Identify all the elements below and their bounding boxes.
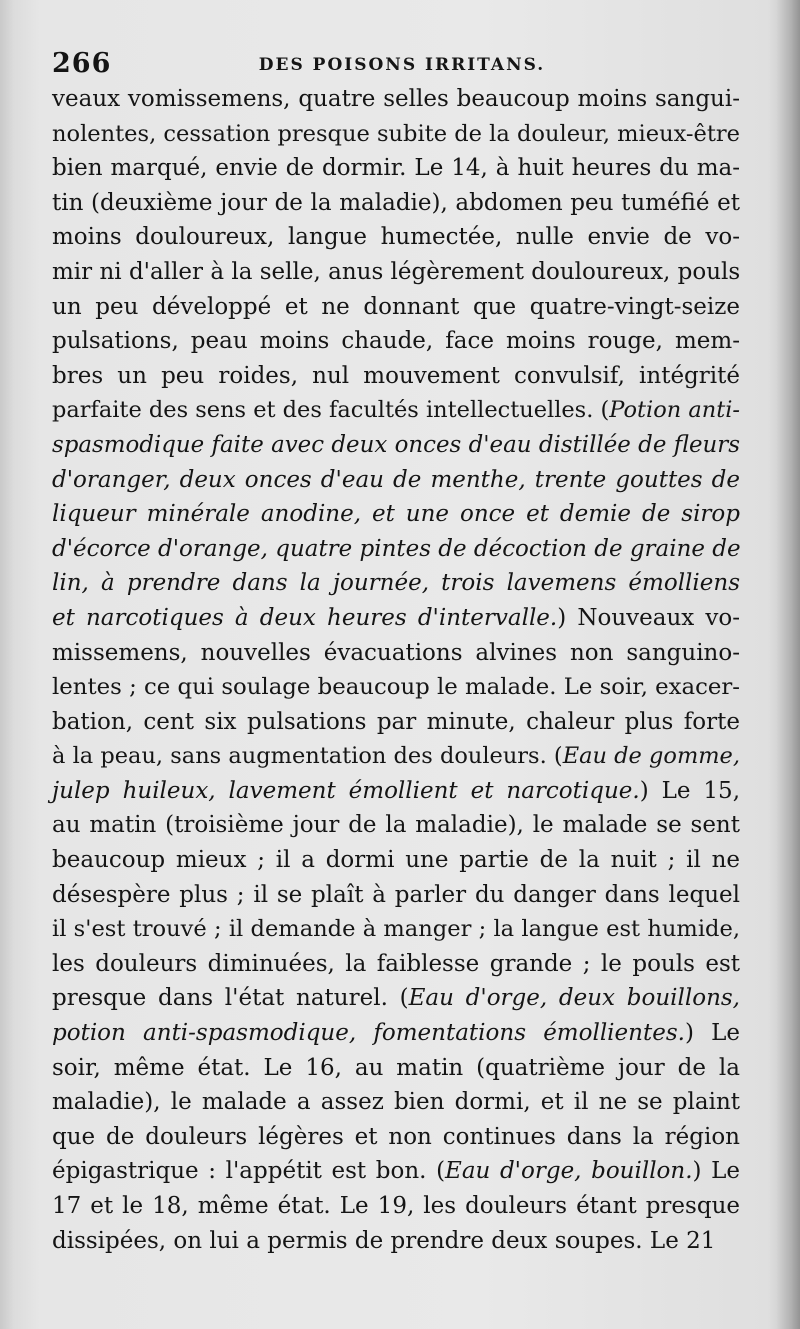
text-run: missemens, nouvelles évacuations alvines non sanguino- bbox=[52, 639, 740, 666]
text-run: presque dans l'état naturel. ( bbox=[52, 985, 409, 1012]
italic-text-run: spasmodique faite avec deux onces d'eau distillée de fleurs bbox=[52, 431, 740, 458]
text-line bbox=[52, 1189, 740, 1224]
text-run: ) Nouveaux vo- bbox=[557, 604, 740, 631]
text-line bbox=[52, 82, 740, 117]
text-line bbox=[52, 428, 740, 463]
running-head: DES POISONS IRRITANS. bbox=[258, 55, 546, 75]
text-run: nolentes, cessation presque subite de la douleur, mieux-être bbox=[52, 120, 740, 147]
text-run: ) Le 15, bbox=[639, 777, 740, 804]
text-line bbox=[52, 705, 740, 740]
text-line bbox=[52, 1085, 740, 1120]
italic-text-run: liqueur minérale anodine, et une once et demie de sirop bbox=[52, 501, 740, 528]
text-run: pulsations, peau moins chaude, face moins rouge, mem- bbox=[52, 328, 740, 355]
text-line bbox=[52, 601, 740, 636]
italic-text-run: lin, à prendre dans la journée, trois lavemens émolliens bbox=[52, 570, 740, 597]
text-run: un peu développé et ne donnant que quatre-vingt-seize bbox=[52, 293, 740, 320]
text-line bbox=[52, 808, 740, 843]
text-run: désespère plus ; il se plaît à parler du danger dans lequel bbox=[52, 881, 740, 908]
page-number: 266 bbox=[52, 48, 112, 79]
text-run: au matin (troisième jour de la maladie), le malade se sent bbox=[52, 812, 740, 839]
text-line bbox=[52, 774, 740, 809]
text-line bbox=[52, 1224, 740, 1259]
page-gutter-shadow bbox=[776, 0, 800, 1329]
text-line bbox=[52, 670, 740, 705]
italic-text-run: et narcotiques à deux heures d'intervalle. bbox=[52, 604, 558, 631]
text-line bbox=[52, 947, 740, 982]
text-run: dissipées, on lui a permis de prendre deux soupes. Le 21 bbox=[52, 1227, 716, 1254]
italic-text-run: Eau d'orge, bouillon. bbox=[445, 1158, 693, 1185]
text-line bbox=[52, 117, 740, 152]
italic-text-run: julep huileux, lavement émollient et narcotique. bbox=[52, 777, 640, 804]
text-run: mir ni d'aller à la selle, anus légèrement douloureux, pouls bbox=[52, 258, 741, 285]
text-run: ) Le bbox=[684, 1020, 741, 1047]
text-run: épigastrique : l'appétit est bon. ( bbox=[52, 1158, 446, 1185]
text-line bbox=[52, 636, 740, 671]
text-line bbox=[52, 497, 740, 532]
text-run: bien marqué, envie de dormir. Le 14, à huit heures du ma- bbox=[52, 155, 740, 182]
text-line bbox=[52, 843, 740, 878]
text-line bbox=[52, 186, 740, 221]
page-header bbox=[52, 48, 752, 84]
text-run: 17 et le 18, même état. Le 19, les douleurs étant presque bbox=[52, 1193, 740, 1219]
text-run: il s'est trouvé ; il demande à manger ; la langue est humide, bbox=[52, 916, 740, 943]
text-run: veaux vomissemens, quatre selles beaucoup moins sangui- bbox=[52, 86, 740, 112]
text-run: tin (deuxième jour de la maladie), abdomen peu tuméfié et bbox=[52, 189, 740, 216]
text-run: maladie), le malade a assez bien dormi, et il ne se plaint bbox=[52, 1089, 740, 1116]
text-line bbox=[52, 1016, 740, 1051]
italic-text-run: d'oranger, deux onces d'eau de menthe, trente gouttes de bbox=[52, 466, 740, 493]
text-run: les douleurs diminuées, la faiblesse grande ; le pouls est bbox=[52, 950, 740, 977]
text-run: parfaite des sens et des facultés intellectuelles. ( bbox=[52, 397, 610, 424]
text-line bbox=[52, 255, 740, 290]
body-text bbox=[52, 82, 740, 1258]
text-run: bres un peu roides, nul mouvement convulsif, intégrité bbox=[52, 362, 740, 389]
italic-text-run: Eau d'orge, deux bouillons, bbox=[408, 985, 740, 1012]
italic-text-run: d'écorce d'orange, quatre pintes de décoction de graine de bbox=[52, 535, 741, 562]
text-run: beaucoup mieux ; il a dormi une partie de la nuit ; il ne bbox=[52, 847, 740, 874]
text-line bbox=[52, 1154, 740, 1189]
text-run: ) Le bbox=[692, 1158, 740, 1185]
text-line bbox=[52, 359, 740, 394]
italic-text-run: Potion anti- bbox=[609, 397, 741, 424]
text-line bbox=[52, 151, 740, 186]
text-line bbox=[52, 739, 740, 774]
text-line bbox=[52, 463, 740, 498]
text-run: à la peau, sans augmentation des douleurs. ( bbox=[52, 743, 563, 770]
text-run: que de douleurs légères et non continues dans la région bbox=[52, 1123, 740, 1150]
text-line bbox=[52, 878, 740, 913]
text-run: bation, cent six pulsations par minute, chaleur plus forte bbox=[52, 708, 740, 735]
italic-text-run: Eau de gomme, bbox=[562, 743, 740, 770]
italic-text-run: potion anti-spasmodique, fomentations émollientes. bbox=[52, 1020, 685, 1047]
text-line bbox=[52, 290, 740, 325]
text-line bbox=[52, 912, 740, 947]
text-line bbox=[52, 324, 740, 359]
text-line bbox=[52, 981, 740, 1016]
text-run: soir, même état. Le 16, au matin (quatrième jour de la bbox=[52, 1054, 740, 1081]
text-line bbox=[52, 566, 740, 601]
text-run: lentes ; ce qui soulage beaucoup le malade. Le soir, exacer- bbox=[52, 674, 740, 701]
text-line bbox=[52, 220, 740, 255]
text-line bbox=[52, 532, 740, 567]
text-run: moins douloureux, langue humectée, nulle envie de vo- bbox=[52, 224, 740, 251]
text-line bbox=[52, 1120, 740, 1155]
text-line bbox=[52, 1051, 740, 1086]
text-line bbox=[52, 393, 740, 428]
